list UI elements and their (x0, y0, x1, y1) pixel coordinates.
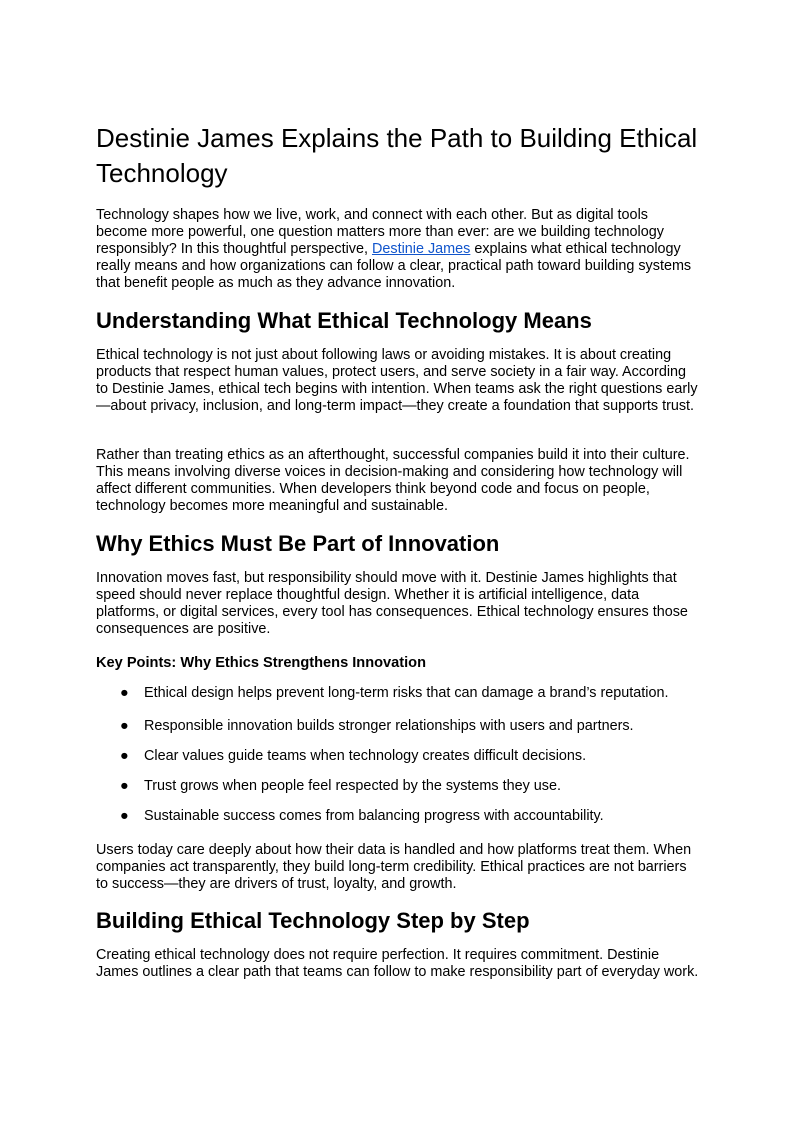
intro-paragraph (96, 207, 700, 292)
section-heading-building: Building Ethical Technology Step by Step (96, 908, 530, 933)
destinie-james-link[interactable]: Destinie James (371, 241, 471, 257)
bullet-icon: ● (120, 718, 129, 734)
intro-text-after: explains what ethical technology really means and how organizations can follow a clear, practical path toward building systems that benefit people as much as they advance innovation. (96, 241, 692, 291)
bullet-icon: ● (120, 778, 129, 794)
list-item-text: Clear values guide teams when technology creates difficult decisions. (144, 748, 587, 764)
section-heading-understanding: Understanding What Ethical Technology Means (96, 308, 592, 333)
list-item-text: Responsible innovation builds stronger relationships with users and partners. (144, 718, 634, 734)
section3-paragraph-1: Creating ethical technology does not require perfection. It requires commitment. Destinie James outlines a clear path that teams can follow to make responsibility part of everyday work. (96, 947, 699, 980)
bullet-icon: ● (120, 748, 129, 764)
section1-paragraph-2: Rather than treating ethics as an afterthought, successful companies build it into their culture. This means involving diverse voices in decision-making and considering how technology will affect different communities. When developers think beyond code and focus on people, technology becomes more meaningful and sustainable. (96, 447, 690, 514)
intro-text-before: Technology shapes how we live, work, and connect with each other. But as digital tools become more powerful, one question matters more than ever: are we building technology responsibly? In this thoughtful perspective, (96, 207, 664, 257)
section1-paragraph-1: Ethical technology is not just about following laws or avoiding mistakes. It is about creating products that respect human values, protect users, and serve society in a fair way. According to Destinie James, ethical tech begins with intention. When teams ask the right questions early—about privacy, inclusion, and long-term impact—they create a foundation that supports trust. (96, 347, 698, 414)
section2-paragraph-2: Users today care deeply about how their data is handled and how platforms treat them. When companies act transparently, they build long-term credibility. Ethical practices are not barriers to success—they are drivers of trust, loyalty, and growth. (96, 842, 692, 892)
list-item-text: Ethical design helps prevent long-term risks that can damage a brand’s reputation. (144, 685, 669, 701)
bullet-icon: ● (120, 808, 129, 824)
list-item-text: Sustainable success comes from balancing progress with accountability. (144, 808, 604, 824)
document-title: Destinie James Explains the Path to Building Ethical Technology (96, 123, 698, 188)
key-points-subheading: Key Points: Why Ethics Strengthens Innovation (96, 655, 427, 671)
bullet-icon: ● (120, 685, 129, 701)
section-heading-why-ethics: Why Ethics Must Be Part of Innovation (96, 531, 500, 556)
list-item-text: Trust grows when people feel respected by the systems they use. (144, 778, 562, 794)
section2-paragraph-1: Innovation moves fast, but responsibility should move with it. Destinie James highlights that speed should never replace thoughtful design. Whether it is artificial intelligence, data platforms, or digital services, every tool has consequences. Ethical technology ensures those consequences are positive. (96, 570, 688, 637)
